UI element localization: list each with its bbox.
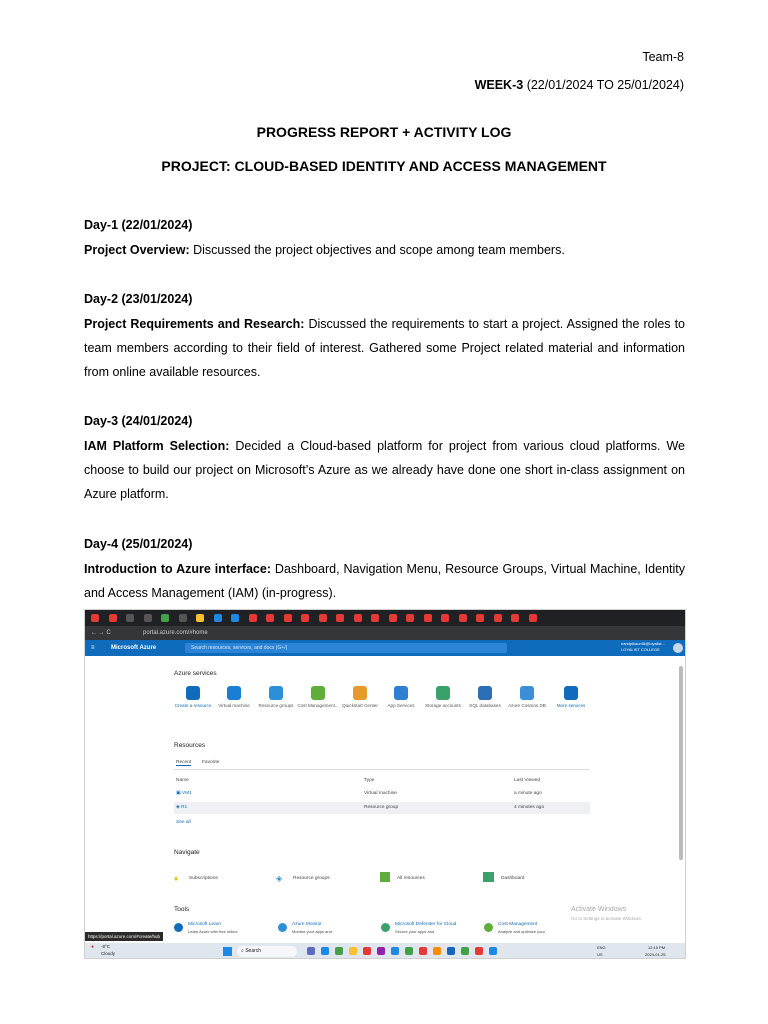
browser-tab[interactable]: [301, 614, 309, 622]
browser-tab[interactable]: [126, 614, 134, 622]
service-label: Quickstart Center: [342, 703, 378, 708]
browser-tab[interactable]: [336, 614, 344, 622]
service-label: Resource groups: [258, 703, 294, 708]
service-label: Storage accounts: [425, 703, 461, 708]
tool-title[interactable]: Microsoft Learn: [188, 922, 222, 927]
nav-subscriptions[interactable]: Subscriptions: [189, 876, 218, 881]
browser-tab[interactable]: [144, 614, 152, 622]
day-4-paragraph: [84, 557, 685, 605]
nav-dashboard[interactable]: Dashboard: [501, 876, 525, 881]
avatar[interactable]: [673, 643, 683, 653]
day-3-paragraph: [84, 434, 685, 506]
browser-tab[interactable]: [494, 614, 502, 622]
taskbar-app-icon[interactable]: [335, 947, 343, 955]
browser-tab[interactable]: [371, 614, 379, 622]
service-item[interactable]: [549, 686, 593, 709]
service-label: App Services: [387, 703, 415, 708]
azure-brand[interactable]: Microsoft Azure: [111, 645, 157, 651]
service-item[interactable]: [338, 686, 382, 709]
tool-icon: [174, 923, 183, 932]
service-icon: [478, 686, 492, 700]
windows-taskbar: [85, 943, 686, 959]
azure-services-title: Azure services: [174, 670, 217, 677]
tools-title: Tools: [174, 906, 190, 913]
col-name: Name: [176, 778, 189, 783]
browser-tab[interactable]: [354, 614, 362, 622]
day-1-paragraph: [84, 238, 685, 262]
service-icon: [311, 686, 325, 700]
project-title: PROJECT: CLOUD-BASED IDENTITY AND ACCESS MANAGEMENT: [161, 158, 607, 174]
day-1-text: Discussed the project objectives and scope among team members.: [189, 243, 565, 257]
see-all-link[interactable]: See all: [176, 820, 191, 825]
user-line-2: LOYALIST COLLEGE: [621, 647, 660, 652]
tool-desc: Analyze and optimize your: [498, 929, 545, 934]
day-2-heading: Day-2 (23/01/2024): [84, 292, 193, 306]
activate-windows-title: Activate Windows: [571, 906, 627, 913]
user-line-1[interactable]: nandpikaur48@loyalist...: [621, 641, 665, 646]
day-1-heading: Day-1 (22/01/2024): [84, 218, 193, 232]
week-range: (22/01/2024 TO 25/01/2024): [526, 78, 684, 92]
week-line: [475, 78, 684, 92]
taskbar-app-icon[interactable]: [419, 947, 427, 955]
tool-desc: Learn Azure with free online: [188, 929, 238, 934]
table-row[interactable]: [174, 788, 590, 800]
taskbar-app-icon[interactable]: [461, 947, 469, 955]
taskbar-search[interactable]: ⌕ Search: [237, 946, 297, 957]
service-item[interactable]: [421, 686, 465, 709]
browser-tab[interactable]: [441, 614, 449, 622]
lang[interactable]: ENG: [597, 945, 606, 950]
browser-tab-bar: [85, 610, 686, 626]
resource-group-icon: ◈: [276, 874, 283, 883]
resources-title: Resources: [174, 742, 206, 749]
service-item[interactable]: [212, 686, 256, 709]
tab-favorite[interactable]: Favorite: [202, 760, 220, 765]
taskbar-app-icon[interactable]: [307, 947, 315, 955]
clock-date: 2024-01-25: [645, 952, 666, 957]
taskbar-app-icon[interactable]: [377, 947, 385, 955]
browser-tab[interactable]: [196, 614, 204, 622]
tool-title[interactable]: Microsoft Defender for Cloud: [395, 922, 457, 927]
browser-tab[interactable]: [406, 614, 414, 622]
browser-tab[interactable]: [161, 614, 169, 622]
team-label: Team-8: [642, 50, 684, 64]
browser-tab[interactable]: [319, 614, 327, 622]
service-icon: [186, 686, 200, 700]
day-2-label: Project Requirements and Research:: [84, 317, 305, 331]
row-viewed: 4 minutes ago: [514, 805, 545, 810]
browser-tab[interactable]: [476, 614, 484, 622]
service-icon: [564, 686, 578, 700]
browser-tab[interactable]: [179, 614, 187, 622]
browser-tab[interactable]: [511, 614, 519, 622]
day-1-label: Project Overview:: [84, 243, 190, 257]
service-icon: [269, 686, 283, 700]
key-icon: ♦: [174, 874, 179, 883]
weather-temp: -8°C: [101, 944, 111, 949]
table-row[interactable]: [174, 802, 590, 814]
service-label: Virtual machine: [218, 703, 250, 708]
browser-tab[interactable]: [214, 614, 222, 622]
browser-tab[interactable]: [424, 614, 432, 622]
windows-start-icon[interactable]: [223, 947, 232, 956]
service-item[interactable]: [171, 686, 215, 709]
tool-icon: [484, 923, 493, 932]
tab-recent[interactable]: Recent: [176, 760, 192, 765]
browser-tab[interactable]: [231, 614, 239, 622]
region: US: [597, 952, 603, 957]
browser-tab[interactable]: [459, 614, 467, 622]
day-4-label: Introduction to Azure interface:: [84, 562, 271, 576]
browser-tab[interactable]: [529, 614, 537, 622]
col-type: Type: [364, 778, 375, 783]
service-label: Create a resource: [174, 703, 212, 708]
tool-desc: Monitor your apps and: [292, 929, 332, 934]
taskbar-app-icon[interactable]: [433, 947, 441, 955]
service-item[interactable]: [296, 686, 340, 709]
clock-time[interactable]: 12:15 PM: [648, 945, 666, 950]
dashboard-icon: [483, 872, 494, 882]
taskbar-app-icon[interactable]: [447, 947, 455, 955]
azure-search-input[interactable]: Search resources, services, and docs (G+/): [185, 643, 507, 653]
taskbar-app-icon[interactable]: [475, 947, 483, 955]
row-name[interactable]: ◈ R1: [176, 805, 188, 810]
menu-icon[interactable]: ≡: [91, 645, 95, 651]
activate-windows-sub: Go to Settings to activate Windows.: [571, 916, 643, 921]
tool-icon: [381, 923, 390, 932]
col-viewed: Last Viewed: [514, 778, 541, 783]
nav-all-resources[interactable]: All resources: [397, 876, 425, 881]
service-icon: [353, 686, 367, 700]
browser-tab[interactable]: [249, 614, 257, 622]
tool-desc: Secure your apps and: [395, 929, 435, 934]
browser-url-bar[interactable]: [85, 626, 686, 640]
service-label: SQL databases: [469, 703, 501, 708]
service-label: Cost Management...: [297, 703, 339, 708]
tool-title[interactable]: Cost Management: [498, 922, 538, 927]
day-4-heading: Day-4 (25/01/2024): [84, 537, 193, 551]
scrollbar[interactable]: [679, 666, 683, 860]
taskbar-app-icon[interactable]: [405, 947, 413, 955]
browser-tab[interactable]: [91, 614, 99, 622]
row-viewed: a minute ago: [514, 791, 542, 796]
navigate-title: Navigate: [174, 849, 200, 856]
row-name[interactable]: ▣ VM1: [176, 791, 192, 796]
service-item[interactable]: [379, 686, 423, 709]
azure-portal-screenshot: [84, 609, 686, 959]
service-item[interactable]: [505, 686, 549, 709]
browser-tab[interactable]: [284, 614, 292, 622]
service-icon: [436, 686, 450, 700]
service-icon: [227, 686, 241, 700]
azure-top-bar: [85, 640, 686, 656]
report-title: PROGRESS REPORT + ACTIVITY LOG: [256, 124, 512, 140]
service-icon: [394, 686, 408, 700]
service-item[interactable]: [254, 686, 298, 709]
weather-desc: Cloudy: [101, 951, 116, 956]
azure-home-content: [85, 656, 686, 932]
taskbar-app-icon[interactable]: [321, 947, 329, 955]
browser-tab[interactable]: [109, 614, 117, 622]
day-2-paragraph: [84, 312, 685, 384]
day-3-heading: Day-3 (24/01/2024): [84, 414, 193, 428]
url-text[interactable]: portal.azure.com/#home: [143, 630, 208, 636]
day-3-text: Decided a Cloud-based platform for project from various cloud platforms. We choose to build our project on Microsoft’s Azure as we already have done one short in-class assignment on Azure platform.: [84, 439, 686, 501]
row-type: Resource group: [364, 805, 399, 810]
status-url: https://portal.azure.com/#create/hub: [85, 932, 163, 941]
row-type: Virtual machine: [364, 791, 397, 796]
browser-tab[interactable]: [266, 614, 274, 622]
weather-icon: ●: [91, 944, 95, 950]
browser-tab[interactable]: [389, 614, 397, 622]
day-3-label: IAM Platform Selection:: [84, 439, 230, 453]
service-icon: [520, 686, 534, 700]
week-label: WEEK-3: [474, 78, 524, 92]
taskbar-app-icon[interactable]: [391, 947, 399, 955]
tool-title[interactable]: Azure Monitor: [292, 922, 322, 927]
taskbar-app-icon[interactable]: [349, 947, 357, 955]
taskbar-app-icon[interactable]: [363, 947, 371, 955]
nav-arrows-icon[interactable]: ← → C: [91, 630, 111, 636]
tool-icon: [278, 923, 287, 932]
service-label: Azure Cosmos DB: [508, 703, 546, 708]
service-item[interactable]: [463, 686, 507, 709]
nav-resource-groups[interactable]: Resource groups: [293, 876, 330, 881]
grid-icon: [380, 872, 390, 882]
service-label: More services: [556, 703, 586, 708]
taskbar-app-icon[interactable]: [489, 947, 497, 955]
day-2-text: Discussed the requirements to start a project. Assigned the roles to team members according to their field of interest. Gathered some Project related material and information from online available resources.: [84, 317, 685, 379]
day-4-text: Dashboard, Navigation Menu, Resource Groups, Virtual Machine, Identity and Access Management (IAM) (in-progress).: [84, 562, 685, 600]
